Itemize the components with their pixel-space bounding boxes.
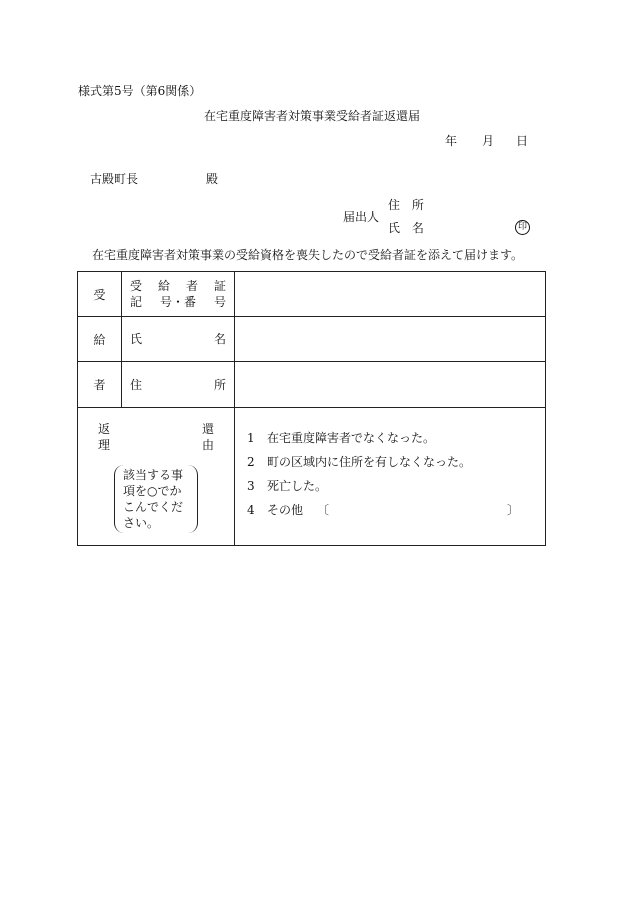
- seal-icon: 印: [515, 220, 530, 235]
- cert-number-field[interactable]: [235, 272, 546, 317]
- table-row: [78, 272, 546, 317]
- recipient-name-field[interactable]: [235, 317, 546, 362]
- reason-option-4[interactable]: 4 その他 〔 〕: [247, 498, 533, 522]
- form-title: 在宅重度障害者対策事業受給者証返還届: [204, 109, 421, 123]
- statement-text: 在宅重度障害者対策事業の受給資格を喪失したので受給者証を添えて届けます。: [92, 248, 524, 262]
- return-reason-label: 返 還 理 由 該当する事項を○でかこんでください。: [78, 408, 235, 546]
- reason-options: [235, 408, 546, 546]
- addressee-honorific: 殿: [206, 172, 219, 186]
- other-reason-field[interactable]: 〔 〕: [317, 502, 520, 517]
- reason-option-3[interactable]: 3 死亡した。: [247, 478, 328, 493]
- side-label-1: 受: [78, 272, 122, 317]
- recipient-address-field[interactable]: [235, 362, 546, 408]
- date-day: 日: [516, 134, 529, 148]
- recipient-form-table: [77, 271, 546, 546]
- applicant-address-label: 住 所: [388, 198, 428, 212]
- instruction-note: 該当する事項を○でかこんでください。: [114, 465, 198, 533]
- applicant-name-label: 氏 名: [388, 221, 428, 235]
- addressee-name: 古殿町長: [90, 172, 139, 186]
- recipient-name-label: 氏 名: [122, 317, 235, 362]
- form-number: 様式第5号（第6関係）: [78, 84, 202, 98]
- table-row: [78, 408, 546, 546]
- side-label-3: 者: [78, 362, 122, 408]
- table-row: [78, 362, 546, 408]
- side-label-2: 給: [78, 317, 122, 362]
- reason-option-2[interactable]: 2 町の区域内に住所を有しなくなった。: [247, 454, 472, 469]
- recipient-address-label: 住 所: [122, 362, 235, 408]
- date-year: 年: [445, 134, 458, 148]
- reason-option-1[interactable]: 1 在宅重度障害者でなくなった。: [247, 430, 436, 445]
- cert-number-label: 受 給 者 証 記 号・番 号: [122, 272, 235, 317]
- table-row: [78, 317, 546, 362]
- applicant-label: 届出人: [343, 210, 380, 224]
- date-month: 月: [482, 134, 495, 148]
